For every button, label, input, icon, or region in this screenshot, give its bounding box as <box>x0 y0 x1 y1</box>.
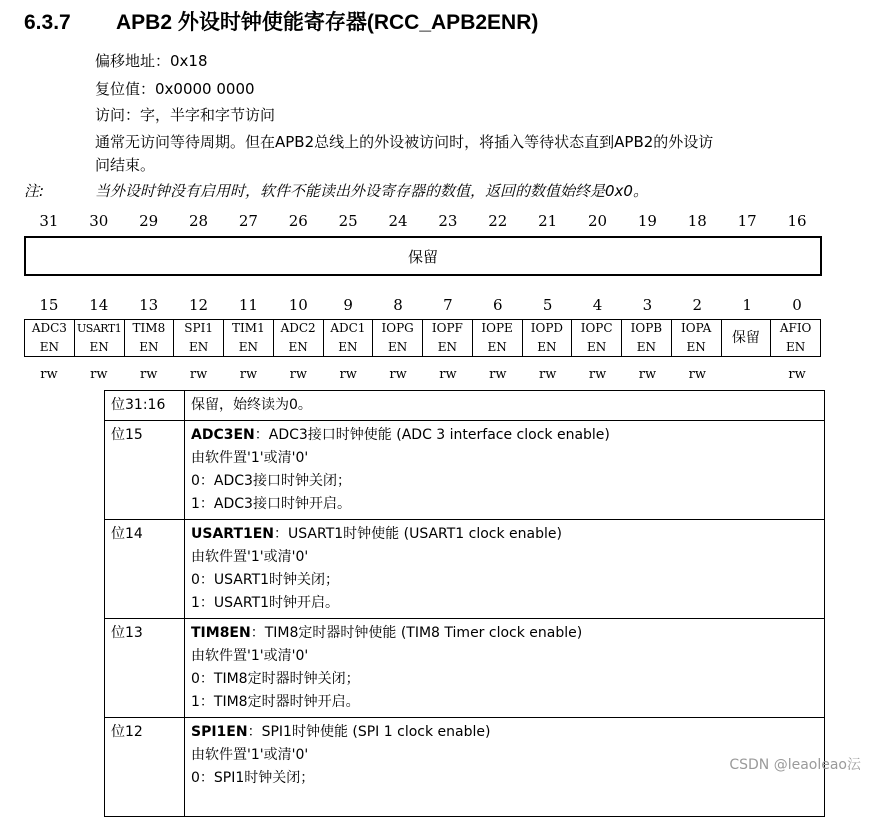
bit-description: USART1EN：USART1时钟使能 (USART1 clock enable) 由软件置'1'或清'0' 0：USART1时钟关闭； 1：USART1时钟开启。 <box>185 520 825 619</box>
bit-description: SPI1EN：SPI1时钟使能 (SPI 1 clock enable) 由软件置'1'或清'0' 0：SPI1时钟关闭； <box>185 718 825 817</box>
bit-number: 28 <box>189 212 209 230</box>
field-adc3en <box>25 320 74 356</box>
bit-number: 20 <box>588 212 608 230</box>
field-name-top: IOPF <box>431 321 463 335</box>
access-type: rw <box>638 367 657 382</box>
section-title: APB2 外设时钟使能寄存器(RCC_APB2ENR) <box>116 11 539 34</box>
table-row <box>105 421 825 520</box>
lower-bit-numbers <box>24 296 822 314</box>
bit-description: TIM8EN：TIM8定时器时钟使能 (TIM8 Timer clock enable) 由软件置'1'或清'0' 0：TIM8定时器时钟关闭； 1：TIM8定时器时钟开启。 <box>185 619 825 718</box>
table-row <box>105 619 825 718</box>
bit-number: 31 <box>39 212 59 230</box>
field-name-bottom: EN <box>437 340 457 354</box>
field-name-top: TIM1 <box>232 321 265 335</box>
access-type: rw <box>439 367 457 382</box>
field-name-bottom: EN <box>238 340 258 354</box>
bit-number: 14 <box>89 296 109 314</box>
bit-number: 2 <box>692 296 703 314</box>
bit-range: 位12 <box>105 718 185 817</box>
bit-range: 位15 <box>105 421 185 520</box>
field-name: 保留 <box>731 329 760 346</box>
field-reserved-bit1 <box>721 320 771 356</box>
field-name-top: IOPD <box>530 321 564 335</box>
field-name-bottom: EN <box>338 340 358 354</box>
bit-description-table <box>104 390 825 817</box>
field-spi1en <box>173 320 223 356</box>
access-type: rw <box>389 367 407 382</box>
field-name-bottom: EN <box>188 340 209 354</box>
field-name: SPI1EN <box>191 724 248 740</box>
bit-number: 3 <box>642 296 653 314</box>
field-iopfen <box>422 320 472 356</box>
field-tim1en <box>223 320 273 356</box>
field-iopaen <box>671 320 721 356</box>
bit-number: 8 <box>393 296 403 314</box>
field-adc1en <box>323 320 373 356</box>
field-iopben <box>621 320 671 356</box>
field-name-bottom: EN <box>686 340 706 354</box>
bit-range: 位14 <box>105 520 185 619</box>
access-type: rw <box>189 367 208 382</box>
field-name-top: ADC1 <box>330 321 366 335</box>
bit-number: 1 <box>742 296 752 314</box>
bit-number: 27 <box>238 212 258 230</box>
access-type: rw <box>140 367 158 382</box>
wait-cycle-text-2: 问结束。 <box>95 156 156 174</box>
section-number: 6.3.7 <box>24 11 71 34</box>
table-row <box>105 520 825 619</box>
field-usart1en <box>74 320 124 356</box>
field-name-bottom: EN <box>288 340 308 354</box>
reset-value: 复位值：0x0000 0000 <box>95 80 255 98</box>
note-label: 注: <box>24 182 45 200</box>
note-text: 当外设时钟没有启用时，软件不能读出外设寄存器的数值，返回的数值始终是0x0。 <box>95 182 648 200</box>
bit-number: 16 <box>787 212 807 230</box>
field-iopden <box>522 320 572 356</box>
access-type: rw <box>339 367 357 382</box>
access-type: rw <box>539 367 557 382</box>
bit-number: 18 <box>687 212 707 230</box>
field-name: ADC3EN <box>191 427 255 443</box>
access-type: rw <box>289 367 307 382</box>
watermark: CSDN @leaoleao沄 <box>729 757 861 773</box>
field-name-top: ADC3 <box>31 321 67 335</box>
field-tim8en <box>124 320 174 356</box>
table-row <box>105 391 825 421</box>
field-name-bottom: EN <box>89 340 109 354</box>
bit-number: 23 <box>438 212 458 230</box>
bit-number: 25 <box>338 212 358 230</box>
bit-number: 22 <box>488 212 508 230</box>
bit-number: 6 <box>493 296 503 314</box>
field-name-top: TIM8 <box>132 321 166 335</box>
table-row <box>105 718 825 817</box>
field-iopgen <box>372 320 422 356</box>
bit-range: 位13 <box>105 619 185 718</box>
field-name-bottom: EN <box>487 340 507 354</box>
field-name-bottom: EN <box>636 340 656 354</box>
field-name-bottom: EN <box>586 340 607 354</box>
field-name-top: USART1 <box>77 322 122 335</box>
field-name-top: IOPC <box>580 321 613 335</box>
bit-number: 15 <box>39 296 59 314</box>
access-type: rw <box>90 367 108 382</box>
access-type <box>722 367 772 382</box>
bit-range: 位31:16 <box>105 391 185 421</box>
field-name-top: ADC2 <box>280 321 316 335</box>
access-mode: 访问：字，半字和字节访问 <box>95 106 276 124</box>
access-types <box>24 367 822 382</box>
reserved-label: 保留 <box>407 247 438 266</box>
field-name-bottom: EN <box>139 340 159 354</box>
bit-number: 30 <box>89 212 109 230</box>
bit-number: 29 <box>139 212 159 230</box>
lower-bit-fields <box>24 319 821 357</box>
access-type: rw <box>688 367 706 382</box>
field-name-bottom: EN <box>387 340 408 354</box>
field-name-bottom: EN <box>39 340 59 354</box>
bit-description: ADC3EN：ADC3接口时钟使能 (ADC 3 interface clock enable) 由软件置'1'或清'0' 0：ADC3接口时钟关闭； 1：ADC3接口时钟开启。 <box>185 421 825 520</box>
field-iopcen <box>571 320 621 356</box>
field-name-bottom: EN <box>785 340 806 354</box>
bit-number: 11 <box>238 296 258 314</box>
access-type: rw <box>489 367 507 382</box>
field-name-top: IOPG <box>381 321 414 335</box>
field-name: TIM8EN <box>191 625 251 641</box>
bit-number: 26 <box>288 212 308 230</box>
bit-number: 12 <box>189 296 209 314</box>
access-type: rw <box>588 367 607 382</box>
field-name-top: AFIO <box>779 321 812 335</box>
upper-reserved-field <box>24 236 822 276</box>
field-iopeen <box>472 320 522 356</box>
bit-number: 17 <box>737 212 757 230</box>
bit-number: 9 <box>343 296 353 314</box>
bit-number: 0 <box>792 296 802 314</box>
access-type: rw <box>40 367 58 382</box>
field-name-bottom: EN <box>537 340 557 354</box>
access-type: rw <box>239 367 258 382</box>
bit-number: 5 <box>542 296 553 314</box>
bit-number: 21 <box>538 212 558 230</box>
bit-number: 4 <box>592 296 603 314</box>
offset-address: 偏移地址：0x18 <box>95 52 208 70</box>
field-afioen <box>770 320 820 356</box>
section-heading <box>24 6 538 36</box>
wait-cycle-text-1: 通常无访问等待周期。但在APB2总线上的外设被访问时，将插入等待状态直到APB2的外设访 <box>95 133 714 151</box>
field-name-top: IOPE <box>481 321 513 335</box>
field-name-top: IOPB <box>630 321 663 335</box>
bit-number: 24 <box>388 212 408 230</box>
access-type: rw <box>788 367 806 382</box>
field-name: USART1EN <box>191 526 275 542</box>
upper-bit-numbers <box>24 212 822 230</box>
field-adc2en <box>273 320 323 356</box>
bit-number: 13 <box>139 296 159 314</box>
bit-number: 10 <box>288 296 308 314</box>
bit-number: 19 <box>637 212 657 230</box>
bit-description: 保留，始终读为0。 <box>185 391 825 421</box>
field-name-top: SPI1 <box>184 321 213 335</box>
field-name-top: IOPA <box>681 321 712 335</box>
bit-number: 7 <box>443 296 453 314</box>
